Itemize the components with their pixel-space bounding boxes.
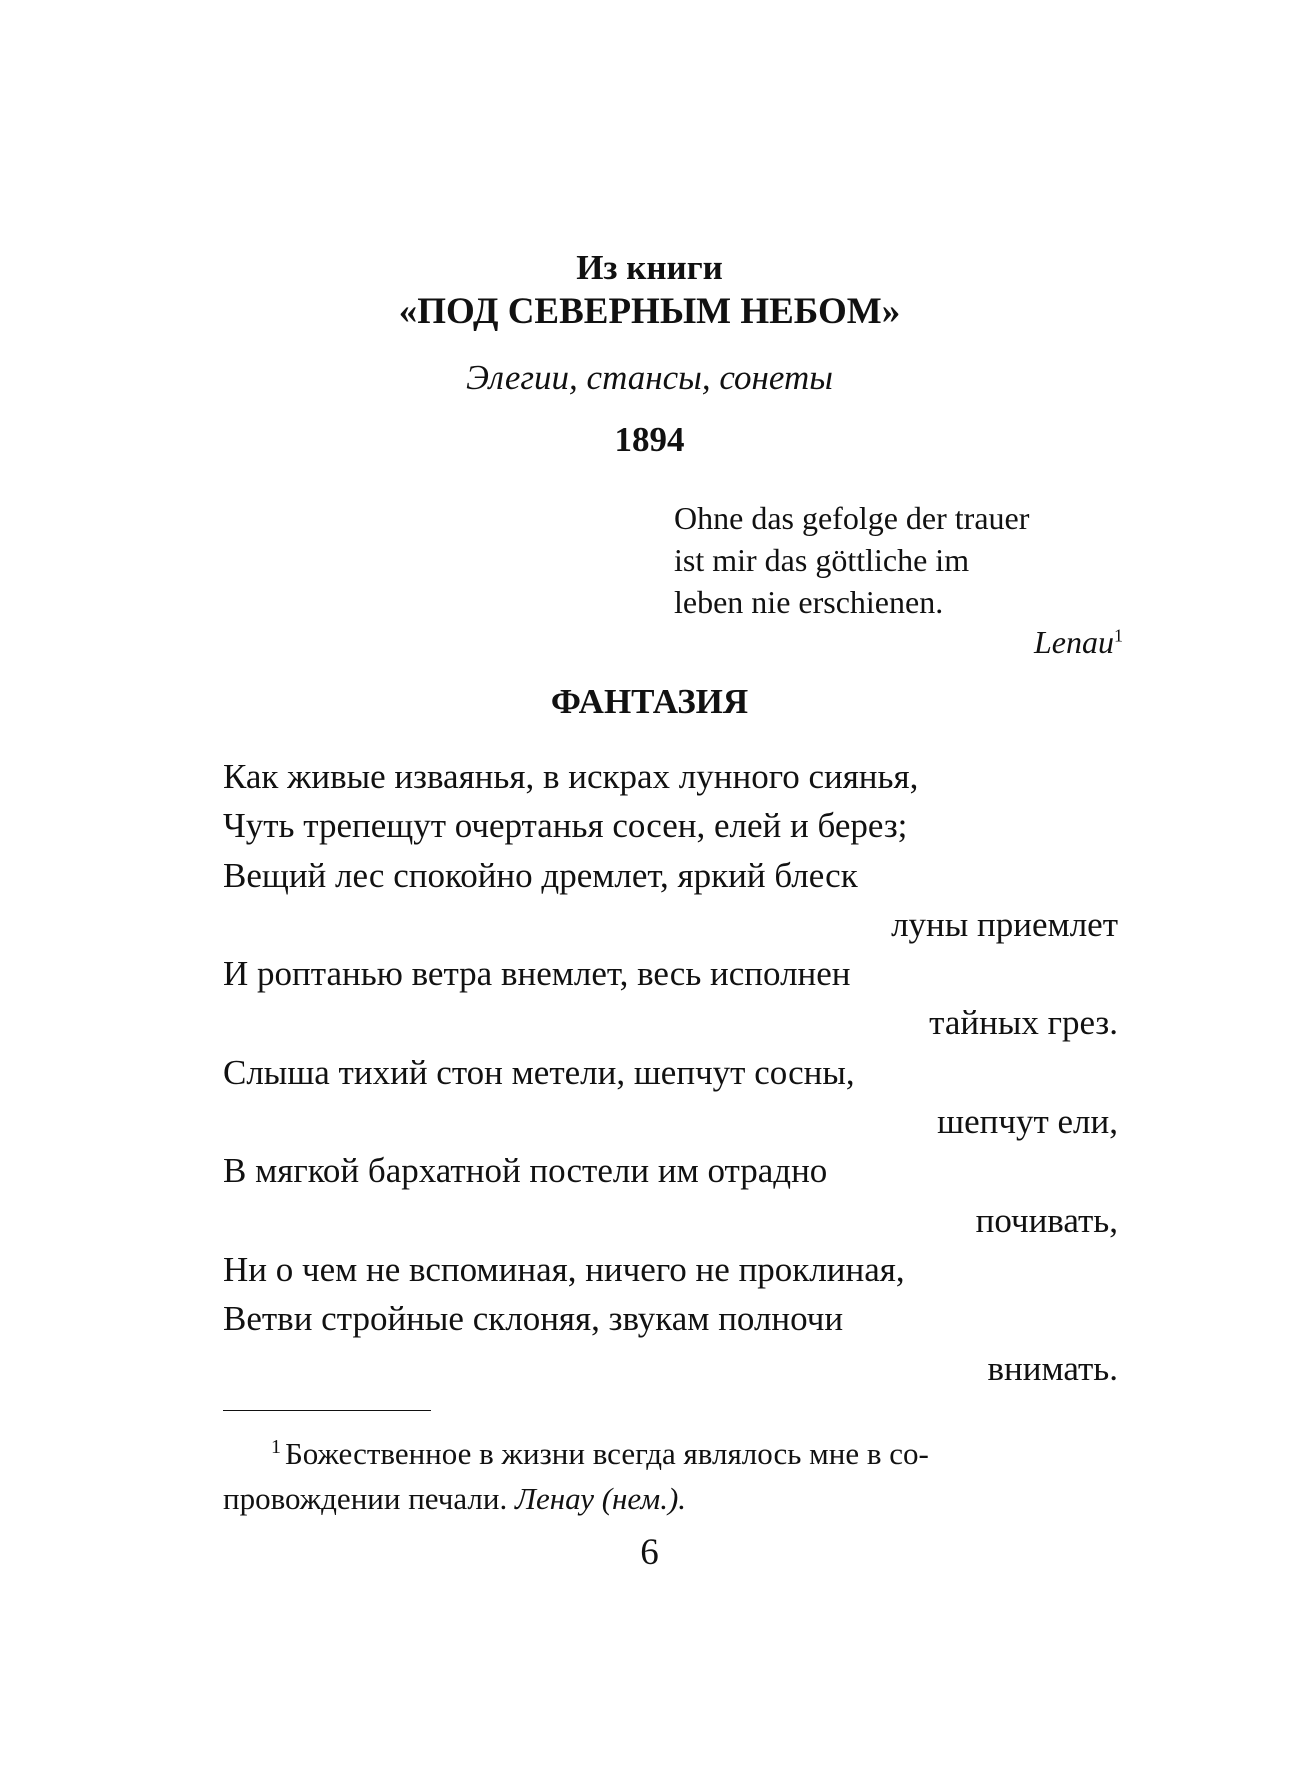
- footnote-text: Божественное в жизни всегда являлось мне в со-: [285, 1436, 929, 1471]
- footnote-line: [223, 1425, 1128, 1476]
- epigraph-line: Ohne das gefolge der trauer: [674, 500, 1030, 536]
- footnote-reference-mark: 1: [1114, 625, 1123, 646]
- page-number: 6: [640, 1532, 659, 1573]
- book-intro-line: Из книги: [576, 248, 723, 287]
- poem-line-continuation: тайных грез.: [929, 1003, 1118, 1043]
- footnote-text: провождении печали.: [223, 1481, 508, 1516]
- book-subtitle: Элегии, стансы, сонеты: [466, 358, 833, 397]
- footnote-number: 1: [271, 1436, 281, 1458]
- epigraph: [674, 497, 1134, 623]
- poem-line: Слыша тихий стон метели, шепчут сосны,: [223, 1052, 855, 1092]
- poem-title: ФАНТАЗИЯ: [550, 682, 749, 721]
- footnote-citation: Ленау (нем.).: [514, 1481, 687, 1516]
- epigraph-line: leben nie erschienen.: [674, 584, 944, 620]
- poem-line: Как живые изваянья, в искрах лунного сиянья,: [223, 757, 919, 796]
- epigraph-line: ist mir das göttliche im: [674, 542, 970, 578]
- poem-line: И роптанью ветра внемлет, весь исполнен: [223, 954, 851, 994]
- poem-line-continuation: шепчут ели,: [937, 1102, 1118, 1142]
- poem-line: В мягкой бархатной постели им отрадно: [223, 1151, 828, 1191]
- book-title: «ПОД СЕВЕРНЫМ НЕБОМ»: [398, 291, 901, 332]
- section-year: 1894: [614, 420, 685, 459]
- poem-line: Вещий лес спокойно дремлет, яркий блеск: [223, 855, 858, 895]
- footnote-line: [223, 1476, 1128, 1521]
- poem-line-continuation: луны приемлет: [891, 904, 1118, 944]
- poem-line: Ни о чем не вспоминая, ничего не проклиная,: [223, 1249, 905, 1289]
- epigraph-author-name: Lenau: [1034, 624, 1114, 660]
- footnote: [223, 1425, 1128, 1521]
- poem-body: [223, 752, 1118, 1393]
- poem-line: Чуть трепещут очертанья сосен, елей и берез;: [223, 806, 908, 846]
- poem-line-continuation: почивать,: [975, 1200, 1118, 1240]
- poem-line: Ветви стройные склоняя, звукам полночи: [223, 1299, 844, 1339]
- poem-line-continuation: внимать.: [987, 1348, 1118, 1388]
- epigraph-author: [674, 621, 1123, 663]
- footnote-divider: [223, 1410, 431, 1411]
